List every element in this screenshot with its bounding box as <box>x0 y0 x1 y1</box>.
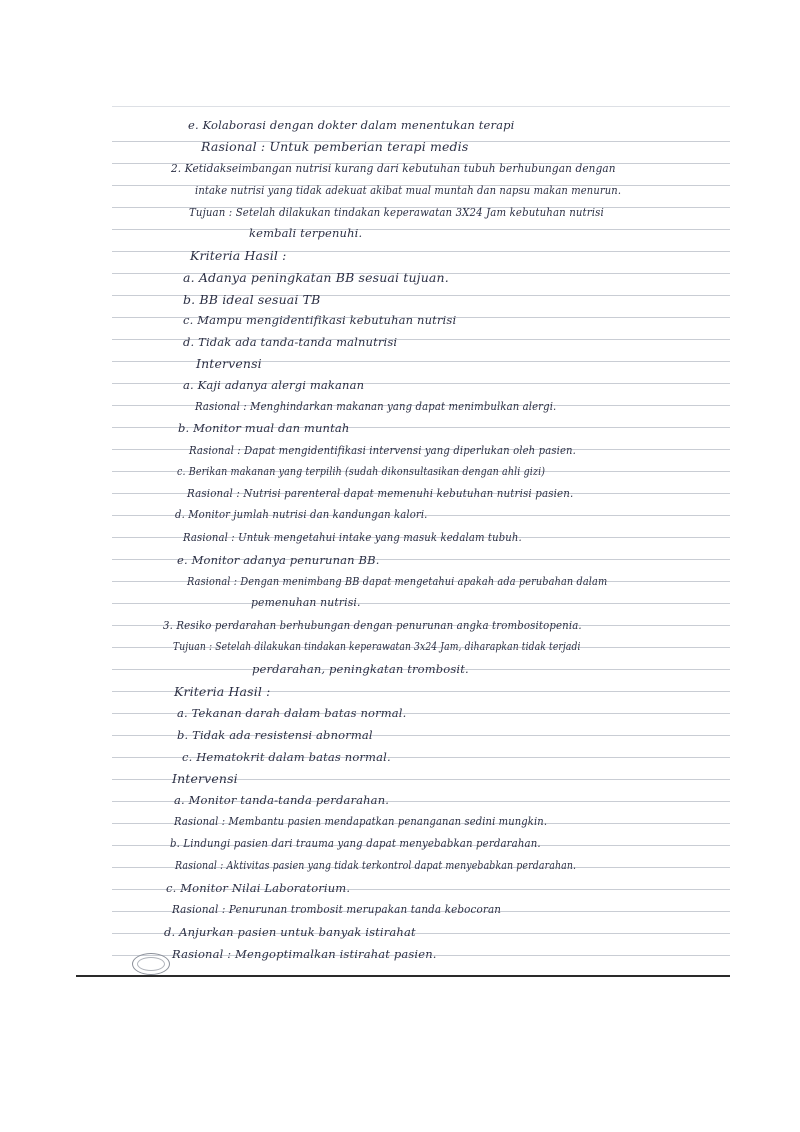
text-line: Tujuan : Setelah dilakukan tindakan keperawatan 3x24 Jam, diharapkan tidak terjadi <box>173 640 581 653</box>
text-line: b. Lindungi pasien dari trauma yang dapat menyebabkan perdarahan. <box>170 837 541 850</box>
text-line: a. Tekanan darah dalam batas normal. <box>177 706 407 720</box>
notebook-brand-stamp <box>132 953 170 975</box>
text-line: Kriteria Hasil : <box>174 684 271 699</box>
text-line: d. Monitor jumlah nutrisi dan kandungan kalori. <box>175 508 428 521</box>
text-line: Rasional : Untuk mengetahui intake yang masuk kedalam tubuh. <box>183 531 522 544</box>
text-line: Tujuan : Setelah dilakukan tindakan keperawatan 3X24 Jam kebutuhan nutrisi <box>189 206 604 219</box>
text-line: Rasional : Penurunan trombosit merupakan tanda kebocoran <box>172 903 502 916</box>
text-line: intake nutrisi yang tidak adekuat akibat mual muntah dan napsu makan menurun. <box>195 184 622 197</box>
text-line: d. Anjurkan pasien untuk banyak istirahat <box>164 925 416 939</box>
text-line: e. Monitor adanya penurunan BB. <box>177 553 380 567</box>
text-line: Intervensi <box>196 356 262 371</box>
text-line: pemenuhan nutrisi. <box>251 596 361 609</box>
text-line: kembali terpenuhi. <box>249 226 363 240</box>
ruled-line <box>112 603 730 604</box>
text-line: e. Kolaborasi dengan dokter dalam menentukan terapi <box>188 118 515 132</box>
text-line: Rasional : Mengoptimalkan istirahat pasien. <box>172 947 437 961</box>
text-line: Intervensi <box>172 771 238 786</box>
text-line: d. Tidak ada tanda-tanda malnutrisi <box>183 335 398 349</box>
text-line: Rasional : Nutrisi parenteral dapat memenuhi kebutuhan nutrisi pasien. <box>187 487 574 500</box>
text-line: b. Monitor mual dan muntah <box>178 421 350 435</box>
text-line: 2. Ketidakseimbangan nutrisi kurang dari kebutuhan tubuh berhubungan dengan <box>171 162 616 175</box>
ruled-line <box>112 229 730 230</box>
text-line: c. Mampu mengidentifikasi kebutuhan nutrisi <box>183 313 457 327</box>
text-line: Rasional : Untuk pemberian terapi medis <box>201 139 469 154</box>
page-bottom-border <box>76 975 730 977</box>
text-line: Rasional : Menghindarkan makanan yang dapat menimbulkan alergi. <box>195 400 557 413</box>
text-line: a. Adanya peningkatan BB sesuai tujuan. <box>183 270 449 285</box>
ruled-line <box>112 106 730 107</box>
stamp-mark <box>137 957 165 971</box>
text-line: a. Monitor tanda-tanda perdarahan. <box>174 793 390 807</box>
text-line: a. Kaji adanya alergi makanan <box>183 378 365 392</box>
text-line: Rasional : Aktivitas pasien yang tidak terkontrol dapat menyebabkan perdarahan. <box>175 859 577 872</box>
text-line: c. Monitor Nilai Laboratorium. <box>166 881 351 895</box>
text-line: Kriteria Hasil : <box>190 248 287 263</box>
text-line: b. Tidak ada resistensi abnormal <box>177 728 373 742</box>
text-line: Rasional : Membantu pasien mendapatkan penanganan sedini mungkin. <box>174 815 548 828</box>
text-line: perdarahan, peningkatan trombosit. <box>252 662 469 676</box>
text-line: Rasional : Dengan menimbang BB dapat mengetahui apakah ada perubahan dalam <box>187 575 608 588</box>
text-line: b. BB ideal sesuai TB <box>183 292 321 307</box>
text-line: c. Berikan makanan yang terpilih (sudah dikonsultasikan dengan ahli gizi) <box>177 465 546 478</box>
text-line: 3. Resiko perdarahan berhubungan dengan penurunan angka trombositopenia. <box>163 619 582 632</box>
text-line: Rasional : Dapat mengidentifikasi intervensi yang diperlukan oleh pasien. <box>189 444 576 457</box>
text-line: c. Hematokrit dalam batas normal. <box>182 750 391 764</box>
